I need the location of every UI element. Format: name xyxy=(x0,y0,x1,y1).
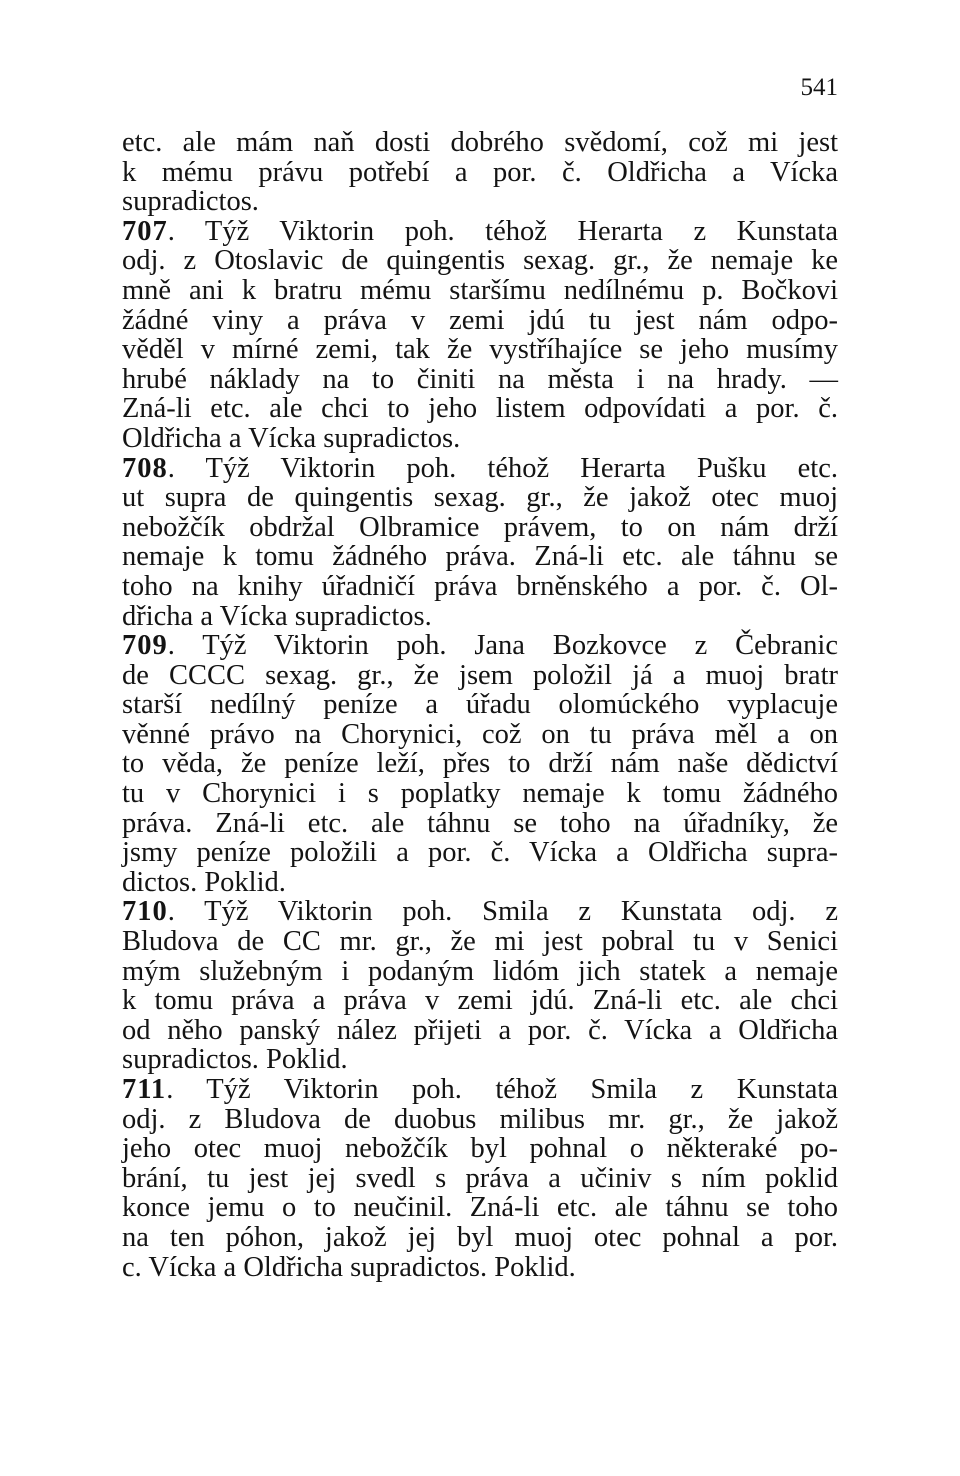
line-text: hrubé náklady na to činiti na města i na hrady. — xyxy=(122,363,838,395)
text-line xyxy=(122,513,838,543)
line-text: konce jemu o to neučinil. Zná-li etc. ale táhnu se toho xyxy=(122,1192,838,1224)
line-text: brání, tu jest jej svedl s práva a učiniv s ním poklid xyxy=(122,1162,838,1194)
text-block xyxy=(122,128,838,1282)
line-text: k mému právu potřebí a por. č. Oldřicha a Vícka xyxy=(122,156,838,188)
line-text: od něho panský nález přijeti a por. č. Vícka a Oldřicha xyxy=(122,1014,838,1046)
line-text: . Týž Viktorin poh. Jana Bozkovce z Čebranic xyxy=(167,630,838,662)
text-line xyxy=(122,720,838,750)
line-text: Bludova de CC mr. gr., že mi jest pobral tu v Senici xyxy=(122,926,838,958)
text-line xyxy=(122,1193,838,1223)
text-line xyxy=(122,394,838,424)
text-line xyxy=(122,897,838,927)
text-line xyxy=(122,690,838,720)
line-text: dřicha a Vícka supradictos. xyxy=(122,600,432,632)
line-text: k tomu práva a práva v zemi jdú. Zná-li etc. ale chci xyxy=(122,985,838,1017)
line-text: na ten póhon, jakož jej byl muoj otec pohnal a por. xyxy=(122,1221,838,1253)
text-line xyxy=(122,838,838,868)
line-text: věnné právo na Chorynici, což on tu práva měl a on xyxy=(122,718,838,750)
line-text: jeho otec muoj nebožčík byl pohnal o některaké po- xyxy=(122,1133,838,1165)
text-line xyxy=(122,542,838,572)
text-line xyxy=(122,1045,838,1075)
line-text: . Týž Viktorin poh. téhož Herarta z Kunstata xyxy=(167,215,838,247)
text-line xyxy=(122,572,838,602)
line-text: práva. Zná-li etc. ale táhnu se toho na úřadníky, že xyxy=(122,807,838,839)
text-line xyxy=(122,246,838,276)
line-text: odj. z Otoslavic de quingentis sexag. gr., že nemaje ke xyxy=(122,245,838,277)
line-text: Oldřicha a Vícka supradictos. xyxy=(122,422,461,454)
line-text: toho na knihy úřadničí práva brněnského a por. č. Ol- xyxy=(122,570,838,602)
page-number: 541 xyxy=(800,74,838,101)
text-line xyxy=(122,749,838,779)
line-text: etc. ale mám naň dosti dobrého svědomí, což mi jest xyxy=(122,127,838,158)
line-text: věděl v mírné zemi, tak že vystříhajíce se jeho musímy xyxy=(122,334,838,366)
line-text: . Týž Viktorin poh. téhož Smila z Kunstata xyxy=(166,1074,838,1105)
line-text: . Týž Viktorin poh. téhož Herarta Pušku etc. xyxy=(167,452,838,484)
text-line xyxy=(122,868,838,898)
line-text: nemaje k tomu žádného práva. Zná-li etc. ale táhnu se xyxy=(122,541,838,573)
text-line xyxy=(122,158,838,188)
text-line xyxy=(122,602,838,632)
text-line xyxy=(122,809,838,839)
line-text: žádné viny a práva v zemi jdú tu jest nám odpo- xyxy=(122,304,838,336)
text-line xyxy=(122,986,838,1016)
entry-number: 710 xyxy=(122,896,168,928)
line-text: odj. z Bludova de duobus milibus mr. gr., že jakož xyxy=(122,1103,838,1135)
entry-number: 708 xyxy=(122,452,168,484)
text-line xyxy=(122,779,838,809)
text-line xyxy=(122,631,838,661)
text-line xyxy=(122,424,838,454)
line-text: ut supra de quingentis sexag. gr., že jakož otec muoj xyxy=(122,482,838,514)
line-text: Zná-li etc. ale chci to jeho listem odpovídati a por. č. xyxy=(122,393,838,425)
text-line xyxy=(122,1105,838,1135)
line-text: tu v Chorynici i s poplatky nemaje k tomu žádného xyxy=(122,778,838,810)
line-text: to věda, že peníze leží, přes to drží nám naše dědictví xyxy=(122,748,838,780)
line-text: dictos. Poklid. xyxy=(122,866,286,898)
text-line xyxy=(122,454,838,484)
text-line xyxy=(122,957,838,987)
line-text: nebožčík obdržal Olbramice právem, to on nám drží xyxy=(122,511,838,543)
line-text: de CCCC sexag. gr., že jsem položil já a muoj bratr xyxy=(122,659,838,691)
text-line xyxy=(122,1253,838,1283)
text-line xyxy=(122,276,838,306)
text-line xyxy=(122,217,838,247)
line-text: supradictos. Poklid. xyxy=(122,1044,348,1076)
line-text: mým služebným i podaným lidóm jich statek a nemaje xyxy=(122,955,838,987)
line-text: supradictos. xyxy=(122,186,259,218)
entry-number: 709 xyxy=(122,630,168,662)
text-line xyxy=(122,306,838,336)
text-line xyxy=(122,128,838,158)
text-line xyxy=(122,1134,838,1164)
text-line xyxy=(122,1223,838,1253)
text-line xyxy=(122,1016,838,1046)
line-text: mně ani k bratru mému staršímu nedílnému p. Bočkovi xyxy=(122,274,838,306)
line-text: starší nedílný peníze a úřadu olomúckého vyplacuje xyxy=(122,689,838,721)
line-text: jsmy peníze položili a por. č. Vícka a Oldřicha supra- xyxy=(122,837,838,869)
line-text: . Týž Viktorin poh. Smila z Kunstata odj. z xyxy=(167,896,838,928)
text-line xyxy=(122,483,838,513)
entry-number: 707 xyxy=(122,215,168,247)
text-line xyxy=(122,335,838,365)
text-line xyxy=(122,1075,838,1105)
text-line xyxy=(122,365,838,395)
text-line xyxy=(122,1164,838,1194)
text-line xyxy=(122,927,838,957)
text-line xyxy=(122,661,838,691)
line-text: c. Vícka a Oldřicha supradictos. Poklid. xyxy=(122,1251,576,1283)
entry-number: 711 xyxy=(122,1074,167,1105)
text-line xyxy=(122,187,838,217)
